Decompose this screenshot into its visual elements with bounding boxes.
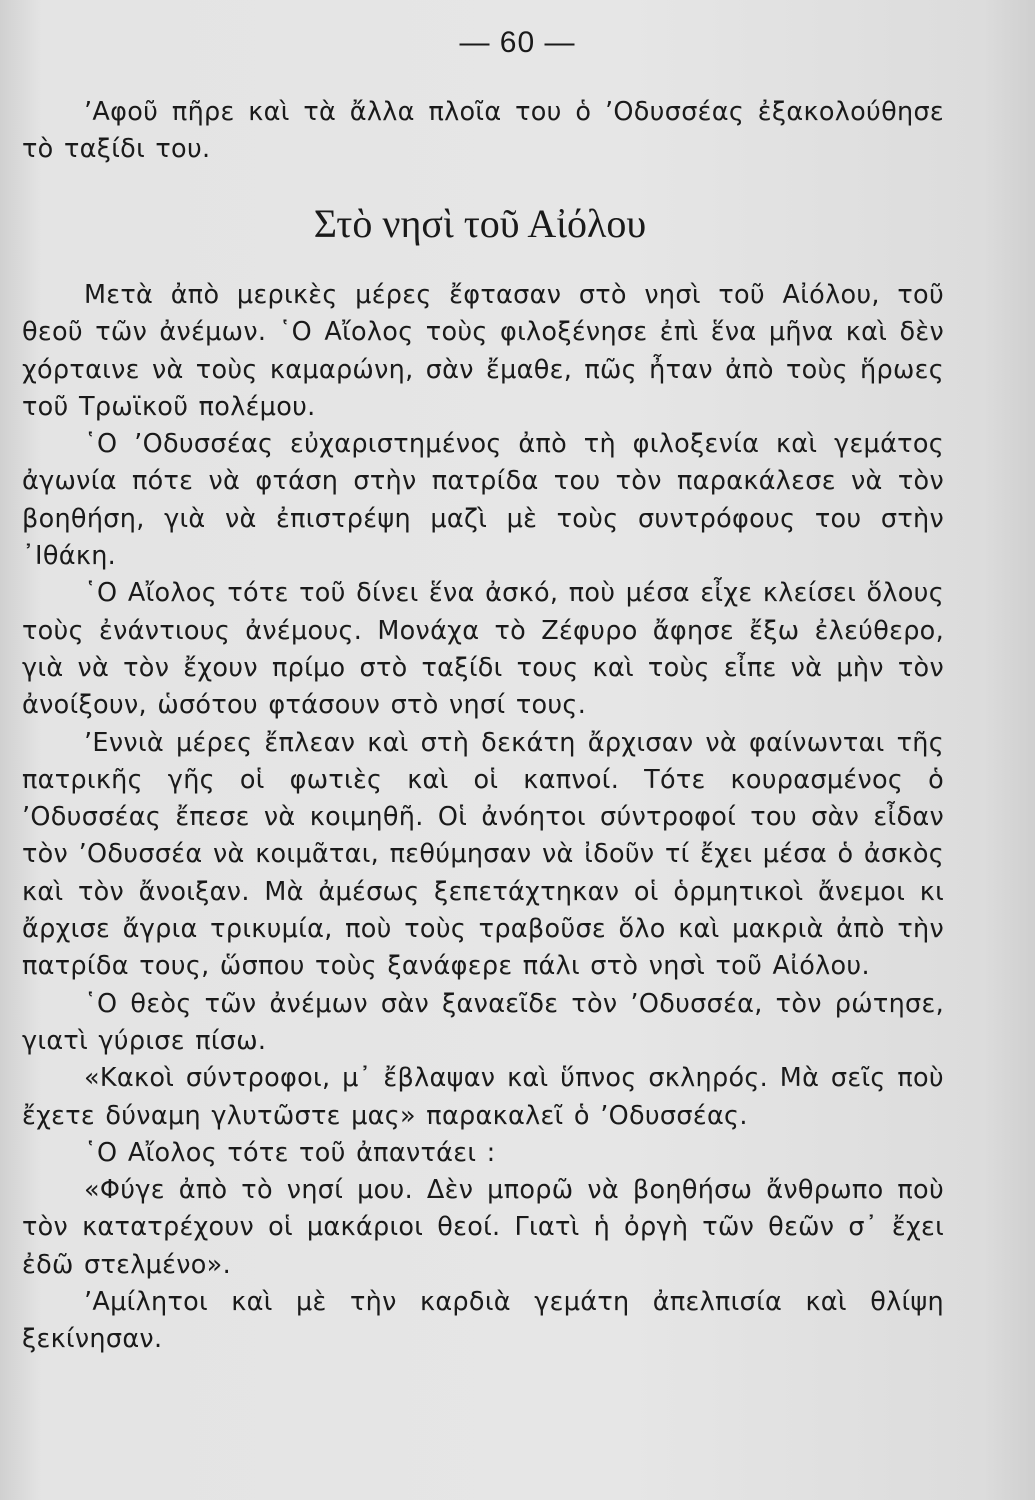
paragraph-5: ῾Ο θεὸς τῶν ἀνέμων σὰν ξαναεῖδε τὸν ’Οδυσσέα, τὸν ρώτησε, γιατὶ γύρισε πίσω.: [22, 988, 944, 1056]
chapter-body: [22, 277, 944, 1359]
page-number: — 60 —: [459, 26, 576, 59]
paragraph-6: «Κακοὶ σύντροφοι, μ᾿ ἔβλαψαν καὶ ὕπνος σκληρός. Μὰ σεῖς ποὺ ἔχετε δύναμη γλυτῶστε μας» παρακαλεῖ ὁ ’Οδυσσέας.: [22, 1063, 944, 1131]
paragraph-4: ’Εννιὰ μέρες ἔπλεαν καὶ στὴ δεκάτη ἄρχισαν νὰ φαίνωνται τῆς πατρικῆς γῆς οἱ φωτιὲς καὶ οἱ καπνοί. Τότε κουρασμένος ὁ ’Οδυσσέας ἔπεσε νὰ κοιμηθῆ. Οἱ ἀνόητοι σύντροφοί του σὰν εἶδαν τὸν ’Οδυσσέα νὰ κοιμᾶται, πεθύμησαν νὰ ἰδοῦν τί ἔχει μέσα ὁ ἀσκὸς καὶ τὸν ἄνοιξαν. Μὰ ἀμέσως ξεπετάχτηκαν οἱ ὁρμητικοὶ ἄνεμοι κι ἄρχισε ἄγρια τρικυμία, ποὺ τοὺς τραβοῦσε ὅλο καὶ μακριὰ ἀπὸ τὴν πατρίδα τους, ὥσπου τοὺς ξανάφερε πάλι στὸ νησὶ τοῦ Αἰόλου.: [22, 727, 944, 982]
paragraph-1: Μετὰ ἀπὸ μερικὲς μέρες ἔφτασαν στὸ νησὶ τοῦ Αἰόλου, τοῦ θεοῦ τῶν ἀνέμων. ῾Ο Αἴολος τοὺς φιλοξένησε ἐπὶ ἕνα μῆνα καὶ δὲν χόρταινε νὰ τοὺς καμαρώνη, σὰν ἔμαθε, πῶς ἦταν ἀπὸ τοὺς ἥρωες τοῦ Τρωϊκοῦ πολέμου.: [22, 280, 944, 422]
paragraph-3: ῾Ο Αἴολος τότε τοῦ δίνει ἕνα ἀσκό, ποὺ μέσα εἶχε κλείσει ὅλους τοὺς ἐνάντιους ἀνέμους. Μονάχα τὸ Ζέφυρο ἄφησε ἔξω ἐλεύθερο, γιὰ νὰ τὸν ἔχουν πρίμο στὸ ταξίδι τους καὶ τοὺς εἶπε νὰ μὴν τὸν ἀνοίξουν, ὡσότου φτάσουν στὸ νησί τους.: [22, 578, 944, 721]
paragraph-9: ’Αμίλητοι καὶ μὲ τὴν καρδιὰ γεμάτη ἀπελπισία καὶ θλίψη ξεκίνησαν.: [22, 1287, 944, 1355]
chapter-title: Στὸ νησὶ τοῦ Αἰόλου: [313, 201, 647, 246]
paragraph-2: ῾Ο ’Οδυσσέας εὐχαριστημένος ἀπὸ τὴ φιλοξενία καὶ γεμάτος ἀγωνία πότε νὰ φτάση στὴν πατρίδα του τὸν παρακάλεσε νὰ τὸν βοηθήση, γιὰ νὰ ἐπιστρέψη μαζὶ μὲ τοὺς συντρόφους του στὴν ᾿Ιθάκη.: [22, 429, 944, 572]
opening-paragraph: ’Αφοῦ πῆρε καὶ τὰ ἄλλα πλοῖα του ὁ ’Οδυσσέας ἐξακολούθησε τὸ ταξίδι του.: [22, 97, 944, 165]
opening-text: [22, 94, 944, 169]
paragraph-8: «Φύγε ἀπὸ τὸ νησί μου. Δὲν μπορῶ νὰ βοηθήσω ἄνθρωπο ποὺ τὸν κατατρέχουν οἱ μακάριοι θεοί. Γιατὶ ἡ ὀργὴ τῶν θεῶν σ᾿ ἔχει ἐδῶ στελμένο».: [22, 1175, 944, 1280]
paragraph-7: ῾Ο Αἴολος τότε τοῦ ἀπαντάει :: [84, 1137, 496, 1168]
